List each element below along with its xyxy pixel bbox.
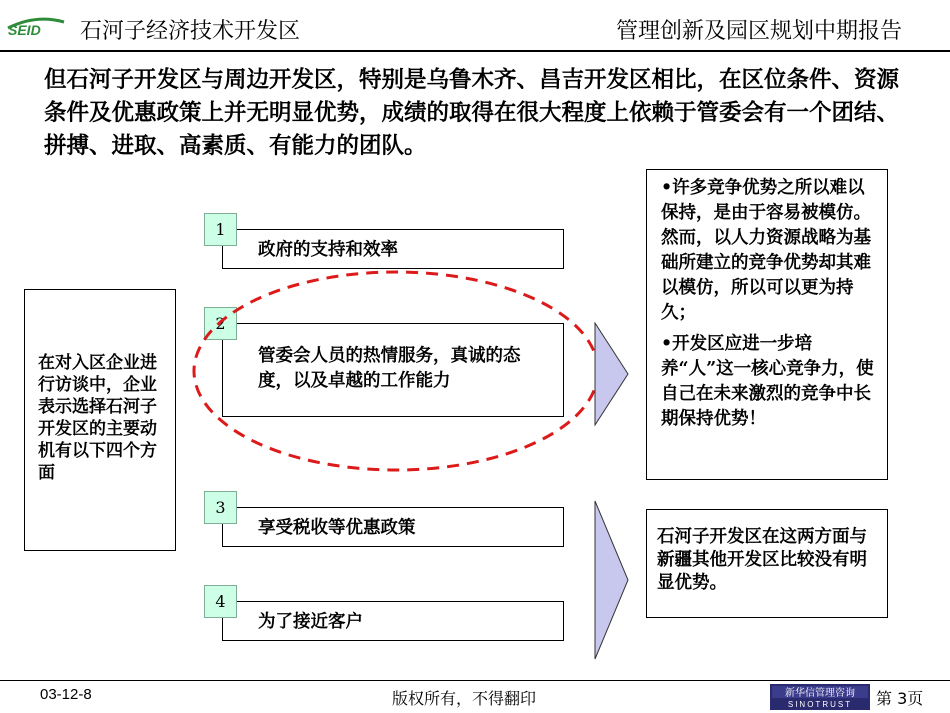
motive-number-4: 4 [204,585,237,618]
hr-advantage-box [646,169,888,480]
intro-paragraph: 但石河子开发区与周边开发区，特别是乌鲁木齐、昌吉开发区相比，在区位条件、资源条件及优惠政策上并无明显优势，成绩的取得在很大程度上依赖于管委会有一个团结、拼搏、进取、高素质、有能力的团队。 [44,67,900,159]
motive-number-2: 2 [204,307,237,340]
hr-advantage-point-1: •许多竞争优势之所以难以保持，是由于容易被模仿。然而，以人力资源战略为基础所建立的竞争优势却其难以模仿，所以可以更为持久； [661,178,871,323]
header-title: 石河子经济技术开发区 [80,19,301,44]
interview-summary-box: 在对入区企业进行访谈中，企业表示选择石河子开发区的主要动机有以下四个方面 [24,289,176,551]
hr-advantage-point-2: •开发区应进一步培养“人”这一核心竞争力，使自己在未来激烈的竞争中长期保持优势！ [661,334,874,429]
arrow-right-icon [594,500,630,660]
motive-item-4: 为了接近客户 [222,601,564,641]
logo-cn-text: 新华信管理咨询 [785,688,855,699]
logo-text: SEID [8,22,41,38]
seid-logo [6,12,66,38]
footer-divider [0,680,950,681]
motive-number-1: 1 [204,213,237,246]
motive-item-2: 管委会人员的热情服务，真诚的态度，以及卓越的工作能力 [222,323,564,417]
footer-copyright: 版权所有，不得翻印 [392,689,537,708]
sinotrust-logo [770,684,870,710]
logo-en-text: SINOTRUST [787,700,853,709]
motive-number-3: 3 [204,491,237,524]
arrow-right-icon [594,322,630,426]
highlight-ellipse [190,268,602,474]
motive-item-3: 享受税收等优惠政策 [222,507,564,547]
footer-date: 03-12-8 [40,686,92,703]
no-advantage-box: 石河子开发区在这两方面与新疆其他开发区比较没有明显优势。 [646,509,888,618]
motive-item-1: 政府的支持和效率 [222,229,564,269]
header-divider [0,50,950,52]
report-title: 管理创新及园区规划中期报告 [615,19,902,44]
page-number: 第 3页 [876,689,924,708]
